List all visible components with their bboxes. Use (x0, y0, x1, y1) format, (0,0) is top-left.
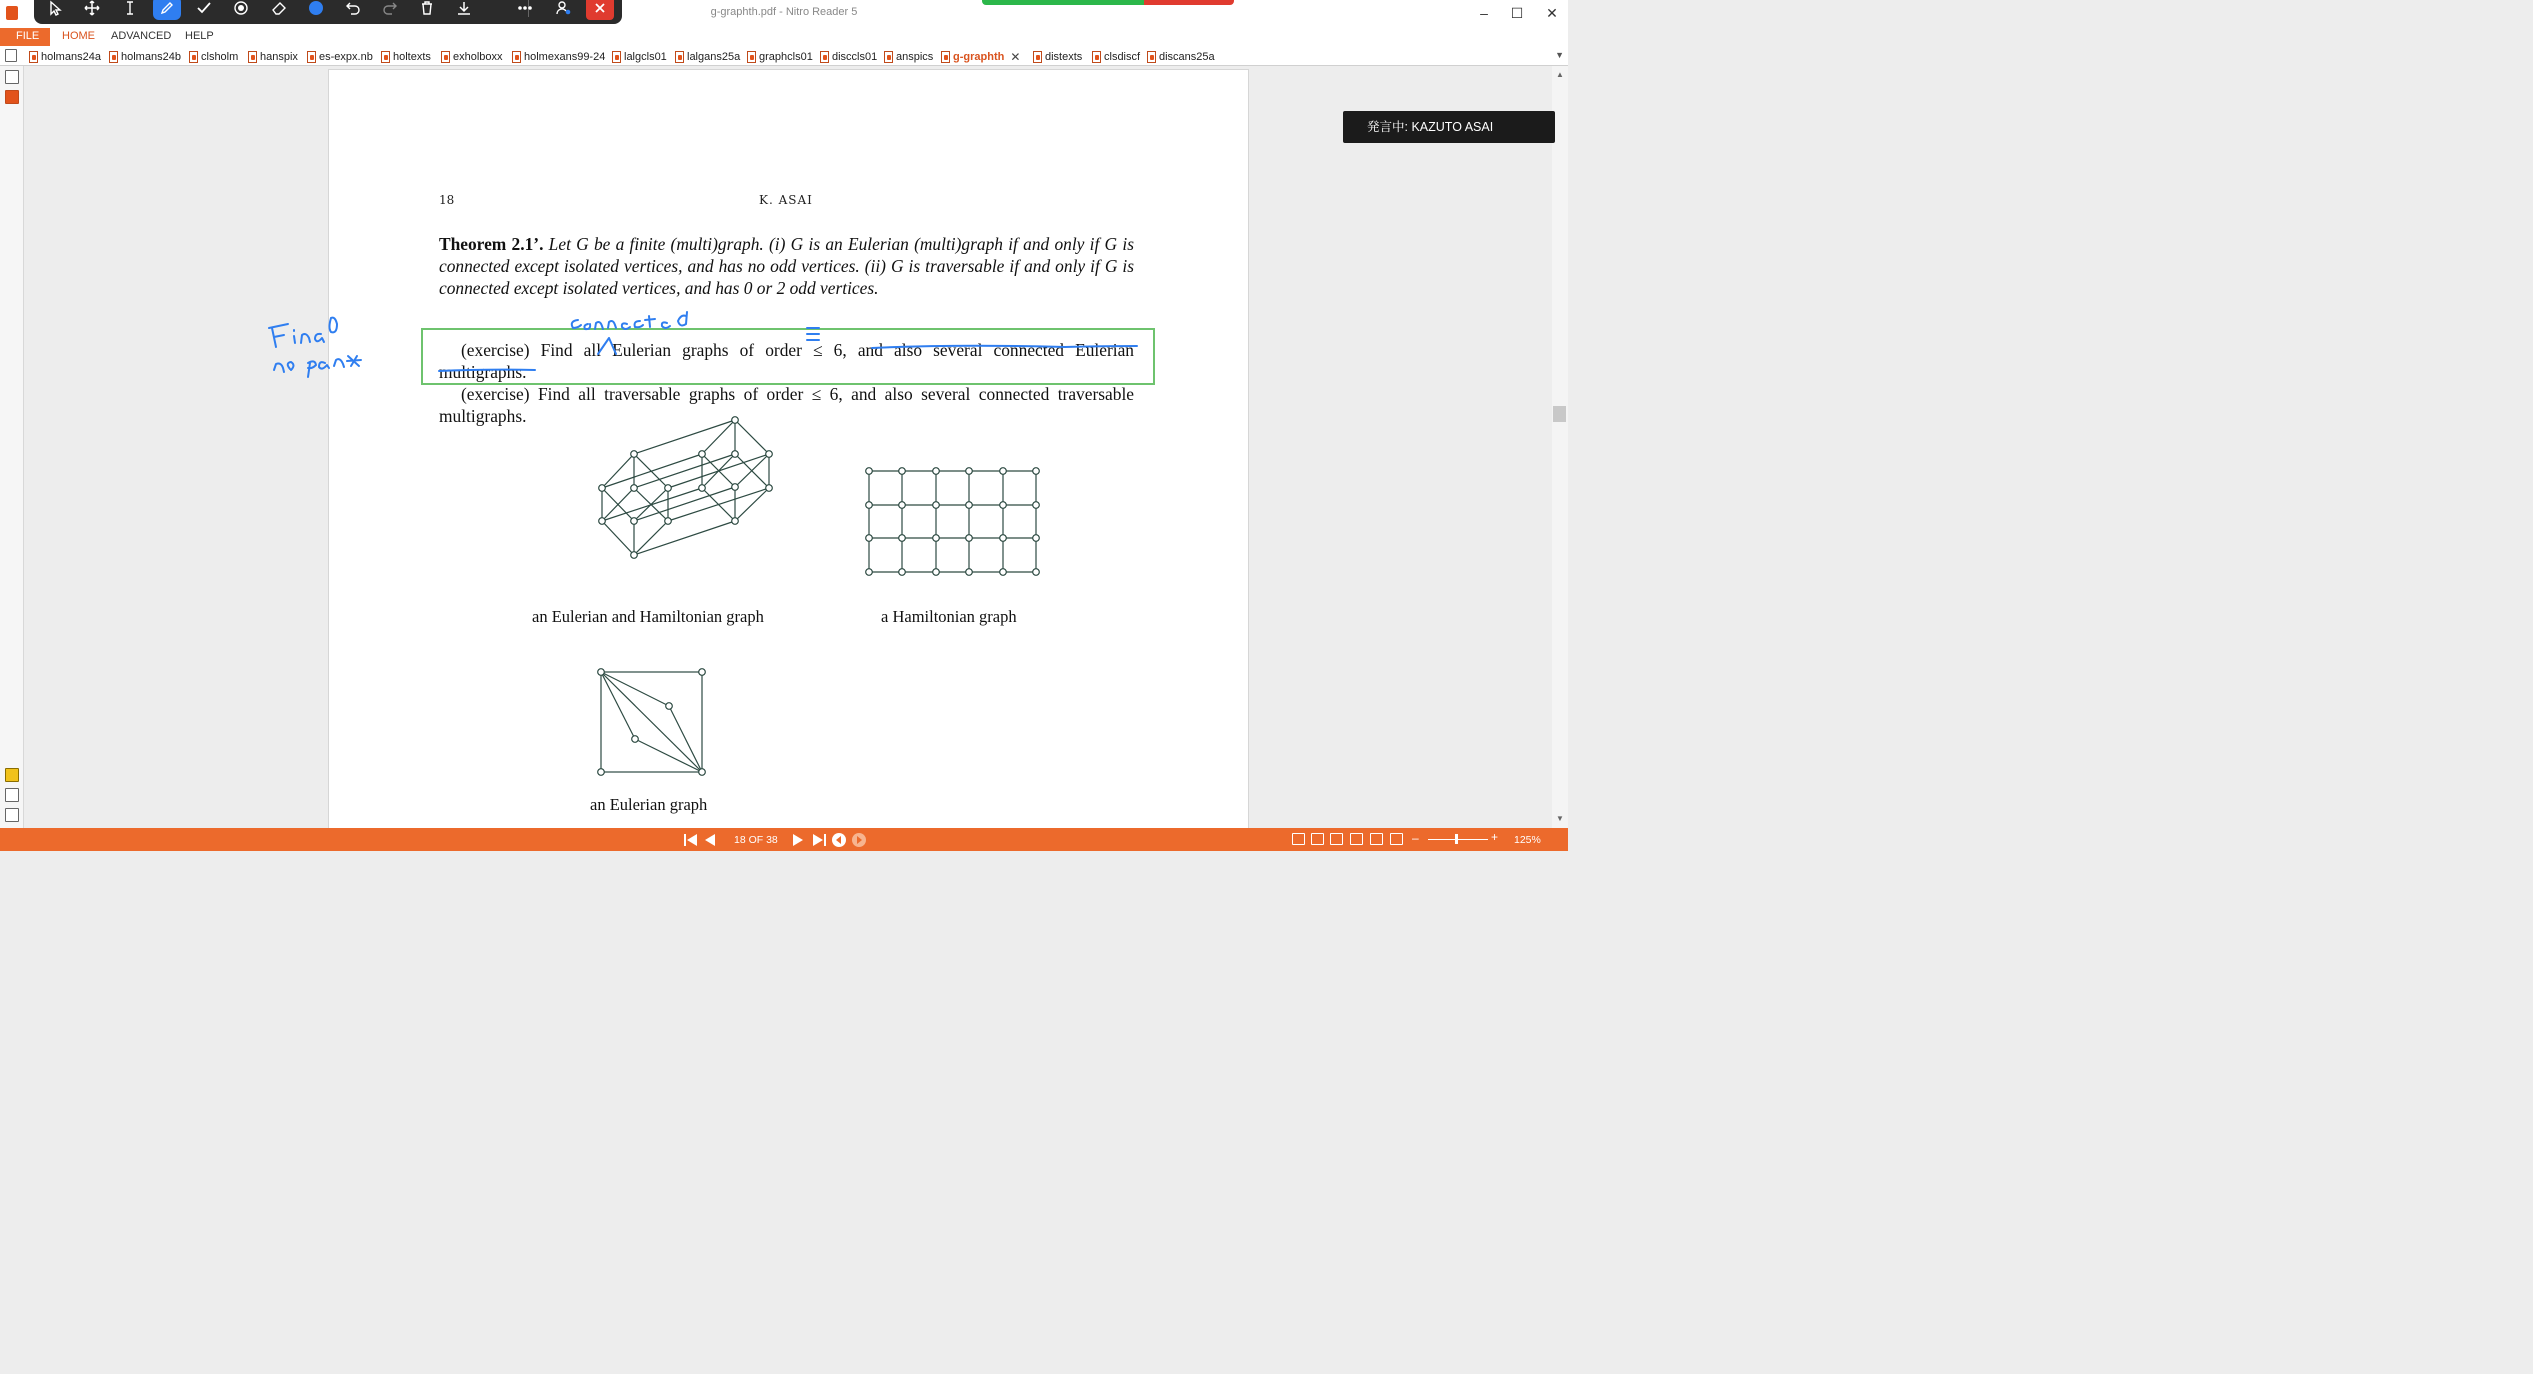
comments-panel-icon[interactable] (5, 768, 19, 782)
tab-label: lalgans25a (687, 50, 741, 63)
theorem-text: Let G be a finite (multi)graph. (i) G is an Eulerian (multi)graph if and only if G is connected except isolated vertices, and has no odd vertices. (ii) G is traversable if and only if G is connected except isolated vertices, and has 0 or 2 odd vertices. (439, 234, 1134, 298)
tab-exholboxx[interactable] (441, 49, 503, 64)
meeting-status-bar (982, 0, 1144, 5)
pdf-file-icon (307, 51, 316, 63)
menu-advanced[interactable]: ADVANCED (111, 30, 172, 42)
graph-figures (329, 70, 1250, 828)
zoom-in-button[interactable]: + (1491, 830, 1499, 844)
tab-anspics[interactable] (884, 49, 933, 64)
tab-label: clsholm (201, 50, 239, 63)
annotation-toolbar (34, 0, 622, 24)
exercise-1-period: . (522, 362, 527, 382)
tab-label: clsdiscf (1104, 50, 1141, 63)
back-view-icon[interactable] (831, 832, 847, 847)
single-page-view-icon[interactable] (1292, 833, 1305, 845)
zoom-slider-thumb[interactable] (1455, 834, 1458, 844)
tab-label: exholboxx (453, 50, 503, 63)
tab-lalgans25a[interactable] (675, 49, 740, 64)
user-settings-icon[interactable] (549, 0, 577, 20)
tab-es-expx[interactable] (307, 49, 373, 64)
move-icon[interactable] (78, 0, 106, 20)
tab-close-icon[interactable]: ✕ (1010, 49, 1021, 64)
tab-list-chevron-icon[interactable]: ▼ (1555, 50, 1564, 60)
trash-icon[interactable] (413, 0, 441, 20)
caption-eulerian: an Eulerian graph (590, 795, 708, 814)
vertical-scrollbar[interactable] (1552, 66, 1568, 828)
tab-label: disccls01 (832, 50, 878, 63)
tab-label: g-graphth (953, 50, 1005, 63)
tab-holmexans99-24[interactable] (512, 49, 605, 64)
check-icon[interactable] (190, 0, 218, 20)
scroll-up-icon[interactable]: ▲ (1556, 70, 1564, 79)
pdf-file-icon (1033, 51, 1042, 63)
pdf-file-icon (1147, 51, 1156, 63)
layers-panel-icon[interactable] (5, 788, 19, 802)
minimize-button[interactable]: – (1480, 5, 1488, 21)
download-icon[interactable] (450, 0, 478, 20)
forward-view-icon[interactable] (851, 832, 867, 847)
tab-label: distexts (1045, 50, 1083, 63)
exercise-1-text: (exercise) Find all Eulerian graphs of order (461, 340, 814, 360)
tab-label: holmexans99-24 (524, 50, 606, 63)
page-indicator[interactable]: 18 OF 38 (734, 834, 778, 846)
redo-icon[interactable] (376, 0, 404, 20)
pdf-file-icon (381, 51, 390, 63)
pointer-icon[interactable] (42, 0, 70, 20)
tab-label: holmans24b (121, 50, 181, 63)
theorem-label: Theorem 2.1’. (439, 234, 544, 254)
text-cursor-icon[interactable] (116, 0, 144, 20)
continuous-view-icon[interactable] (1311, 833, 1324, 845)
tab-clsholm[interactable] (189, 49, 238, 64)
caption-hamiltonian: a Hamiltonian graph (881, 607, 1017, 626)
tab-distexts[interactable] (1033, 49, 1082, 64)
zoom-level[interactable]: 125% (1514, 834, 1541, 846)
tab-graphcls01[interactable] (747, 49, 813, 64)
next-page-icon[interactable] (792, 832, 804, 847)
caption-eulerian-hamiltonian: an Eulerian and Hamiltonian graph (532, 607, 764, 626)
pdf-file-icon (941, 51, 950, 63)
attachments-panel-icon[interactable] (5, 90, 19, 104)
pen-icon[interactable] (153, 0, 181, 20)
pdf-file-icon (747, 51, 756, 63)
tab-hanspix[interactable] (248, 49, 298, 64)
pdf-file-icon (189, 51, 198, 63)
signature-panel-icon[interactable] (5, 70, 19, 84)
eulerian-hamiltonian-graph (602, 420, 769, 555)
tab-holmans24a[interactable] (29, 49, 101, 64)
last-page-icon[interactable] (811, 832, 827, 847)
fit-page-icon[interactable] (1390, 833, 1403, 845)
nitro-reader-window (0, 0, 1568, 851)
color-dot-icon[interactable] (302, 0, 330, 20)
page-view-icon[interactable] (5, 49, 17, 62)
undo-icon[interactable] (339, 0, 367, 20)
exercise-1-struck-text: and also several connected Eulerian multigraphs (439, 340, 1135, 382)
tab-label: anspics (896, 50, 934, 63)
tab-holmans24b[interactable] (109, 49, 181, 64)
tab-label: lalgcls01 (624, 50, 667, 63)
facing-continuous-view-icon[interactable] (1350, 833, 1363, 845)
exercise-1-leq: ≤ (813, 340, 823, 360)
tab-label: hanspix (260, 50, 298, 63)
ribbon-menu (0, 28, 1568, 46)
tab-discans25a[interactable] (1147, 49, 1215, 64)
pdf-file-icon (109, 51, 118, 63)
fit-width-icon[interactable] (1370, 833, 1383, 845)
pages-panel-icon[interactable] (5, 808, 19, 822)
facing-view-icon[interactable] (1330, 833, 1343, 845)
speaker-overlay: 発言中: KAZUTO ASAI (1343, 111, 1555, 143)
tab-label: graphcls01 (759, 50, 813, 63)
menu-home[interactable]: HOME (62, 30, 95, 42)
tab-lalgcls01[interactable] (612, 49, 667, 64)
pdf-file-icon (29, 51, 38, 63)
zoom-slider[interactable] (1428, 839, 1488, 840)
tab-disccls01[interactable] (820, 49, 877, 64)
pdf-file-icon (441, 51, 450, 63)
tab-clsdiscf[interactable] (1092, 49, 1140, 64)
scroll-down-icon[interactable]: ▼ (1556, 814, 1564, 823)
previous-page-icon[interactable] (704, 832, 716, 847)
pdf-file-icon (884, 51, 893, 63)
tab-holtexts[interactable] (381, 49, 431, 64)
pdf-file-icon (248, 51, 257, 63)
status-bar (0, 828, 1568, 851)
document-tabs (0, 46, 1568, 66)
tab-label: es-expx.nb (319, 50, 373, 63)
meeting-stop-bar[interactable] (1144, 0, 1234, 5)
page-header-number: 18 (439, 193, 455, 207)
document-viewport[interactable] (25, 66, 1552, 828)
eulerian-graph (601, 672, 702, 772)
stamp-icon[interactable] (227, 0, 255, 20)
menu-file[interactable]: FILE (0, 28, 50, 46)
pdf-file-icon (612, 51, 621, 63)
eraser-icon[interactable] (265, 0, 293, 20)
close-icon[interactable] (586, 0, 614, 20)
scrollbar-thumb[interactable] (1553, 406, 1566, 422)
hamiltonian-grid-graph (869, 471, 1036, 572)
tab-label: discans25a (1159, 50, 1215, 63)
zoom-out-button[interactable]: – (1412, 831, 1419, 845)
more-icon[interactable] (511, 0, 539, 20)
maximize-button[interactable]: ☐ (1510, 5, 1524, 21)
close-window-button[interactable]: ✕ (1546, 5, 1558, 21)
pdf-file-icon (512, 51, 521, 63)
window-title: g-graphth.pdf - Nitro Reader 5 (710, 6, 858, 18)
menu-help[interactable]: HELP (185, 30, 214, 42)
tab-label: holtexts (393, 50, 431, 63)
pdf-file-icon (820, 51, 829, 63)
tab-label: holmans24a (41, 50, 101, 63)
pdf-page (328, 69, 1249, 828)
tab-g-graphth[interactable] (941, 49, 1020, 64)
first-page-icon[interactable] (683, 832, 699, 847)
page-header-author: K. ASAI (759, 193, 813, 207)
hamiltonian-grid-vertices (866, 468, 1040, 576)
pdf-file-icon (675, 51, 684, 63)
exercise-2: (exercise) Find all traversable graphs of order ≤ 6, and also several connected traversable multigraphs. (439, 384, 1134, 426)
exercise-1-order: 6, (822, 340, 858, 360)
left-sidebar (0, 66, 24, 828)
pdf-file-icon (1092, 51, 1101, 63)
